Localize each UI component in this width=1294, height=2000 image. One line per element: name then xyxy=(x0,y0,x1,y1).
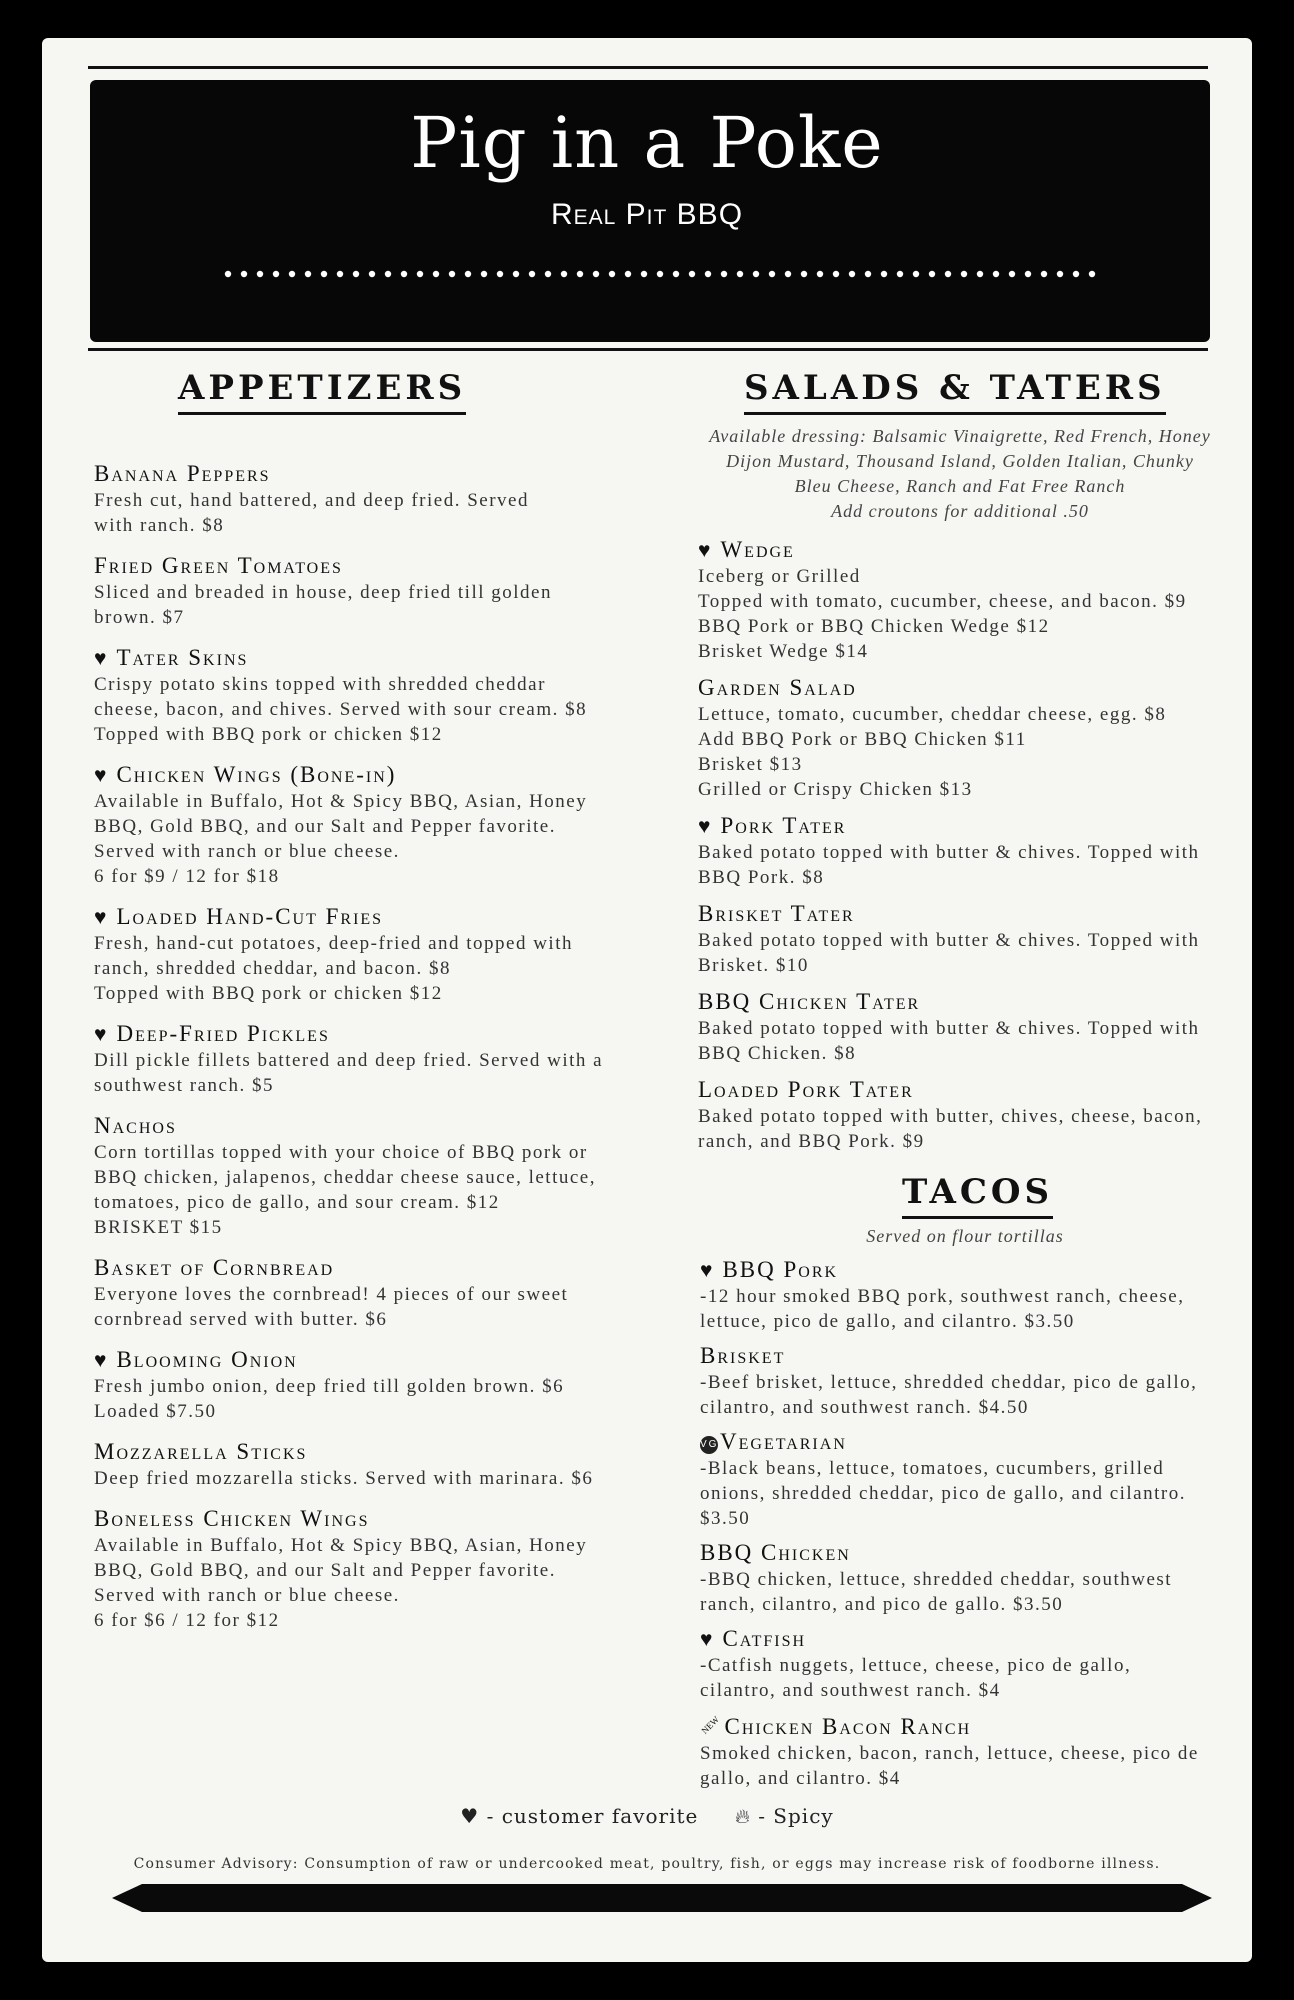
menu-item-name: ♥ Pork Tater xyxy=(698,813,847,838)
menu-item-description: Everyone loves the cornbread! 4 pieces of our sweet xyxy=(94,1284,569,1305)
menu-item-name: VGVegetarian xyxy=(700,1429,847,1454)
menu-item-description: tomatoes, pico de gallo, and sour cream. $12 xyxy=(94,1192,500,1213)
menu-item-description: 6 for $9 / 12 for $18 xyxy=(94,866,280,887)
menu-item xyxy=(94,761,654,889)
menu-item xyxy=(700,1711,1260,1791)
menu-item-name: BBQ Chicken xyxy=(700,1540,851,1565)
menu-item xyxy=(698,1076,1258,1154)
menu-item-description: Fresh cut, hand battered, and deep fried. Served xyxy=(94,490,529,511)
menu-item-description: Corn tortillas topped with your choice of BBQ pork or xyxy=(94,1142,588,1163)
menu-item-description: -Beef brisket, lettuce, shredded cheddar, pico de gallo, xyxy=(700,1372,1198,1393)
menu-item-name: Banana Peppers xyxy=(94,461,271,486)
menu-item-description: cheese, bacon, and chives. Served with sour cream. $8 xyxy=(94,699,588,720)
menu-item-description: BRISKET $15 xyxy=(94,1217,223,1238)
dotted-divider xyxy=(222,266,1102,282)
menu-item xyxy=(700,1342,1260,1420)
menu-item-description: ranch, cilantro, and pico de gallo. $3.50 xyxy=(700,1594,1064,1615)
menu-item-name: ♥ Deep-Fried Pickles xyxy=(94,1021,330,1046)
heart-icon: ♥ xyxy=(94,1022,109,1046)
dressing-note-line: Add croutons for additional .50 xyxy=(831,501,1089,521)
menu-item-description: $3.50 xyxy=(700,1508,751,1529)
menu-item xyxy=(94,1112,654,1240)
menu-item xyxy=(700,1625,1260,1703)
menu-item-description: southwest ranch. $5 xyxy=(94,1075,274,1096)
dressing-note-line: Bleu Cheese, Ranch and Fat Free Ranch xyxy=(794,476,1126,496)
heart-icon: ♥ xyxy=(460,1804,480,1828)
menu-item-description: Grilled or Crispy Chicken $13 xyxy=(698,779,973,800)
menu-item xyxy=(700,1428,1260,1531)
dressing-note-line: Available dressing: Balsamic Vinaigrette, Red French, Honey xyxy=(709,426,1211,446)
menu-item xyxy=(94,644,654,747)
heart-icon: ♥ xyxy=(698,814,713,838)
menu-item-description: Smoked chicken, bacon, ranch, lettuce, cheese, pico de xyxy=(700,1743,1199,1764)
menu-item-description: BBQ Pork or BBQ Chicken Wedge $12 xyxy=(698,616,1050,637)
heart-icon: ♥ xyxy=(700,1627,715,1651)
menu-item-description: Brisket. $10 xyxy=(698,955,809,976)
menu-item-name: Garden Salad xyxy=(698,675,857,700)
heart-icon: ♥ xyxy=(698,538,713,562)
menu-item-description: Baked potato topped with butter & chives. Topped with xyxy=(698,1018,1200,1039)
menu-item-name: ♥ Loaded Hand-Cut Fries xyxy=(94,904,384,929)
menu-item-description: Topped with tomato, cucumber, cheese, and bacon. $9 xyxy=(698,591,1187,612)
new-badge: NEW xyxy=(699,1714,722,1736)
menu-item xyxy=(94,1438,654,1491)
heart-icon: ♥ xyxy=(94,646,109,670)
menu-item-description: Baked potato topped with butter, chives, cheese, bacon, xyxy=(698,1106,1203,1127)
menu-item-name: Fried Green Tomatoes xyxy=(94,553,343,578)
menu-item xyxy=(94,552,654,630)
menu-item-name: Brisket Tater xyxy=(698,901,855,926)
tacos-note: Served on flour tortillas xyxy=(866,1226,1064,1246)
menu-item xyxy=(698,988,1258,1066)
menu-item-description: BBQ Chicken. $8 xyxy=(698,1043,857,1064)
dressing-note xyxy=(670,424,1250,524)
menu-item-description: Brisket $13 xyxy=(698,754,803,775)
menu-item-description: Available in Buffalo, Hot & Spicy BBQ, Asian, Honey xyxy=(94,1535,588,1556)
menu-item-description: -BBQ chicken, lettuce, shredded cheddar, southwest xyxy=(700,1569,1173,1590)
menu-item-name: Boneless Chicken Wings xyxy=(94,1506,370,1531)
menu-item-description: Available in Buffalo, Hot & Spicy BBQ, Asian, Honey xyxy=(94,791,588,812)
menu-item xyxy=(698,674,1258,802)
menu-item-description: cornbread served with butter. $6 xyxy=(94,1309,388,1330)
menu-item-description: BBQ Pork. $8 xyxy=(698,867,825,888)
menu-item-name: Basket of Cornbread xyxy=(94,1255,335,1280)
restaurant-tagline: Real Pit BBQ xyxy=(550,198,744,231)
heart-icon: ♥ xyxy=(700,1258,715,1282)
menu-item-description: -Catfish nuggets, lettuce, cheese, pico de gallo, xyxy=(700,1655,1132,1676)
menu-item xyxy=(94,1505,654,1633)
menu-item-name: Loaded Pork Tater xyxy=(698,1077,914,1102)
menu-item xyxy=(698,900,1258,978)
legend-favorite: - customer favorite xyxy=(486,1804,699,1828)
menu-item-description: 6 for $6 / 12 for $12 xyxy=(94,1610,280,1631)
menu-item-description: Fresh jumbo onion, deep fried till golden brown. $6 xyxy=(94,1376,565,1397)
menu-item-description: Iceberg or Grilled xyxy=(698,566,861,587)
header-bottom-rule xyxy=(88,348,1208,351)
menu-item xyxy=(94,1346,654,1424)
menu-item-description: Crispy potato skins topped with shredded cheddar xyxy=(94,674,546,695)
menu-item-name: NEW Chicken Bacon Ranch xyxy=(700,1711,1260,1741)
menu-item-description: Sliced and breaded in house, deep fried till golden xyxy=(94,582,552,603)
menu-item-description: Dill pickle fillets battered and deep fried. Served with a xyxy=(94,1050,604,1071)
appetizers-heading: APPETIZERS xyxy=(178,366,466,415)
menu-item xyxy=(698,812,1258,890)
menu-item-description: Baked potato topped with butter & chives. Topped with xyxy=(698,930,1200,951)
tacos-heading: TACOS xyxy=(902,1170,1053,1219)
menu-item-name: Nachos xyxy=(94,1113,177,1138)
menu-item-description: BBQ, Gold BBQ, and our Salt and Pepper favorite. xyxy=(94,1560,556,1581)
menu-item xyxy=(94,1254,654,1332)
menu-item-description: Served with ranch or blue cheese. xyxy=(94,1585,400,1606)
legend xyxy=(0,1804,1294,1828)
menu-item-description: BBQ, Gold BBQ, and our Salt and Pepper favorite. xyxy=(94,816,556,837)
menu-item-name: Mozzarella Sticks xyxy=(94,1439,308,1464)
menu-item-description: ranch, shredded cheddar, and bacon. $8 xyxy=(94,958,451,979)
menu-item-name: ♥ Tater Skins xyxy=(94,645,249,670)
tacos-list xyxy=(700,1256,1260,1799)
menu-item-name: Brisket xyxy=(700,1343,786,1368)
menu-item-description: lettuce, pico de gallo, and cilantro. $3.50 xyxy=(700,1311,1075,1332)
menu-item xyxy=(698,536,1258,664)
menu-item-description: Topped with BBQ pork or chicken $12 xyxy=(94,724,443,745)
menu-item-description: with ranch. $8 xyxy=(94,515,225,536)
menu-item-description: cilantro, and southwest ranch. $4 xyxy=(700,1680,1001,1701)
menu-item-description: Loaded $7.50 xyxy=(94,1401,217,1422)
menu-item xyxy=(94,903,654,1006)
menu-item-description: brown. $7 xyxy=(94,607,185,628)
heart-icon: ♥ xyxy=(94,905,109,929)
menu-item-description: Brisket Wedge $14 xyxy=(698,641,869,662)
menu-item-description: Add BBQ Pork or BBQ Chicken $11 xyxy=(698,729,1027,750)
dressing-note-line: Dijon Mustard, Thousand Island, Golden Italian, Chunky xyxy=(726,451,1194,471)
consumer-advisory: Consumer Advisory: Consumption of raw or undercooked meat, poultry, fish, or eggs may increase risk of foodborne illness. xyxy=(133,1856,1161,1872)
menu-item xyxy=(94,460,654,538)
heart-icon: ♥ xyxy=(94,1348,109,1372)
heart-icon: ♥ xyxy=(94,763,109,787)
menu-item-description: Topped with BBQ pork or chicken $12 xyxy=(94,983,443,1004)
appetizers-list xyxy=(94,460,654,1647)
menu-item-name: BBQ Chicken Tater xyxy=(698,989,921,1014)
menu-item-name: ♥ Blooming Onion xyxy=(94,1347,298,1372)
menu-item-description: Baked potato topped with butter & chives. Topped with xyxy=(698,842,1200,863)
menu-item-description: cilantro, and southwest ranch. $4.50 xyxy=(700,1397,1029,1418)
menu-item xyxy=(700,1256,1260,1334)
vegetarian-icon: VG xyxy=(700,1436,718,1454)
menu-item-description: ranch, and BBQ Pork. $9 xyxy=(698,1131,925,1152)
menu-item-description: Fresh, hand-cut potatoes, deep-fried and topped with xyxy=(94,933,573,954)
salads-heading: SALADS & TATERS xyxy=(744,366,1166,415)
menu-item-name: ♥ Wedge xyxy=(698,537,795,562)
header-top-rule xyxy=(88,66,1208,69)
restaurant-name: Pig in a Poke xyxy=(410,102,884,184)
menu-item-description: onions, shredded cheddar, pico de gallo, and cilantro. xyxy=(700,1483,1186,1504)
menu-item-description: Served with ranch or blue cheese. xyxy=(94,841,400,862)
menu-item-description: BBQ chicken, jalapenos, cheddar cheese sauce, lettuce, xyxy=(94,1167,596,1188)
menu-item-description: Deep fried mozzarella sticks. Served with marinara. $6 xyxy=(94,1468,594,1489)
salads-list xyxy=(698,536,1258,1164)
menu-item-description: Lettuce, tomato, cucumber, cheddar cheese, egg. $8 xyxy=(698,704,1167,725)
menu-item-name: ♥ Chicken Wings (Bone-in) xyxy=(94,762,397,787)
flame-icon: 🔥︎ xyxy=(735,1804,751,1828)
menu-item-description: gallo, and cilantro. $4 xyxy=(700,1768,901,1789)
menu-item-description: -12 hour smoked BBQ pork, southwest ranch, cheese, xyxy=(700,1286,1185,1307)
menu-item-description: -Black beans, lettuce, tomatoes, cucumbers, grilled xyxy=(700,1458,1165,1479)
menu-item xyxy=(94,1020,654,1098)
footer-bar xyxy=(112,1880,1212,1916)
menu-item-name: ♥ Catfish xyxy=(700,1626,807,1651)
menu-item xyxy=(700,1539,1260,1617)
legend-spicy: - Spicy xyxy=(758,1804,834,1828)
menu-item-name: ♥ BBQ Pork xyxy=(700,1257,839,1282)
